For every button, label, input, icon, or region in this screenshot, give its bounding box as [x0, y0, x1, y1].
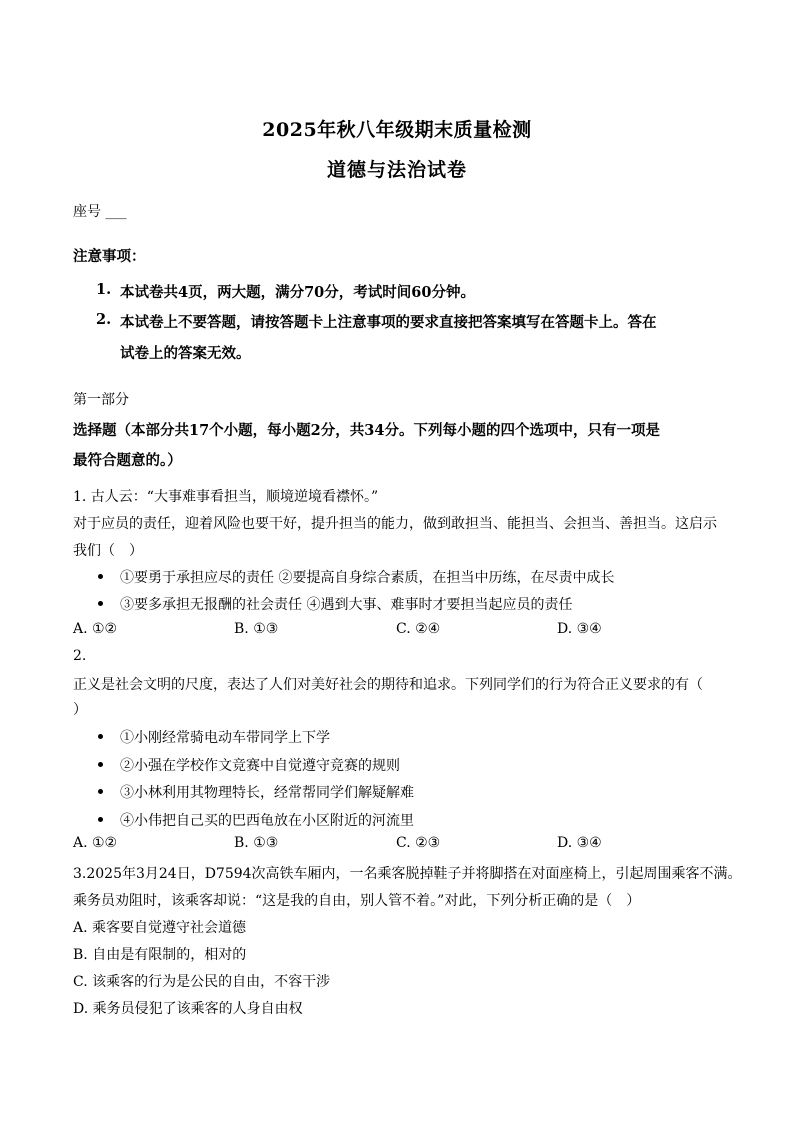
question-3-option-d: D. 乘务员侵犯了该乘客的人身自由权: [73, 1001, 303, 1017]
question-1-option-c: C. ②④: [396, 621, 441, 637]
question-3-option-c: C. 该乘客的行为是公民的自由，不容干涉: [73, 974, 331, 990]
question-3-stem-line2: 乘务员劝阻时，该乘客却说：“这是我的自由，别人管不着。”对此，下列分析正确的是（ ）: [73, 893, 641, 909]
notice-item-2-number: 2.: [96, 311, 112, 328]
question-1-option-d: D. ③④: [557, 621, 602, 637]
question-3-option-a: A. 乘客要自觉遵守社会道德: [73, 920, 247, 936]
section-instructions: 选择题（本部分共17个小题，每小题2分，共34分。下列每小题的四个选项中，只有一项是: [73, 422, 660, 439]
notice-item-1-text: 本试卷共4页，两大题，满分70分，考试时间60分钟。: [120, 284, 475, 301]
question-2-option-a: A. ①②: [73, 835, 118, 851]
question-2-option-d: D. ③④: [557, 835, 602, 851]
question-2-statement-4: ④小伟把自己买的巴西龟放在小区附近的河流里: [120, 813, 414, 829]
notice-item-1-number: 1.: [96, 281, 112, 298]
exam-subject: 道德与法治试卷: [326, 159, 467, 181]
question-1-stem: 1. 古人云：“大事难事看担当，顺境逆境看襟怀。”: [73, 489, 379, 505]
question-1-option-a: A. ①②: [73, 621, 118, 637]
question-2-stem: 正义是社会文明的尺度，表达了人们对美好社会的期待和追求。下列同学们的行为符合正义要求的有（: [73, 677, 703, 693]
bullet-icon: [98, 762, 103, 767]
exam-title: 2025年秋八年级期末质量检测: [262, 119, 532, 141]
question-1-option-b: B. ①③: [234, 621, 279, 637]
part-label: 第一部分: [73, 392, 129, 408]
section-instructions-cont: 最符合题意的。）: [73, 452, 182, 469]
bullet-icon: [98, 601, 103, 606]
question-2-number: 2.: [73, 648, 87, 664]
question-2-statement-2: ②小强在学校作文竞赛中自觉遵守竞赛的规则: [120, 758, 400, 774]
question-2-stem-line3: ）: [73, 702, 87, 718]
notice-item-2-text-cont: 试卷上的答案无效。: [120, 345, 251, 362]
bullet-icon: [98, 817, 103, 822]
question-3-option-b: B. 自由是有限制的，相对的: [73, 947, 247, 963]
question-1-statement-1: ①要勇于承担应尽的责任 ②要提高自身综合素质，在担当中历练，在尽责中成长: [120, 570, 615, 586]
question-2-option-b: B. ①③: [234, 835, 279, 851]
question-1-stem-line3: 我们（ ）: [73, 543, 143, 559]
question-1-stem-line2: 对于应员的责任，迎着风险也要干好，提升担当的能力，做到敢担当、能担当、会担当、善担当。这启示: [73, 516, 717, 532]
question-2-statement-3: ③小林利用其物理特长，经常帮同学们解疑解难: [120, 785, 414, 801]
question-1-statement-2: ③要多承担无报酬的社会责任 ④遇到大事、难事时才要担当起应员的责任: [120, 597, 573, 613]
bullet-icon: [98, 789, 103, 794]
seat-number-label: 座号 ___: [73, 204, 127, 220]
bullet-icon: [98, 574, 103, 579]
question-2-option-c: C. ②③: [396, 835, 441, 851]
notice-heading: 注意事项：: [73, 248, 146, 265]
question-2-statement-1: ①小刚经常骑电动车带同学上下学: [120, 730, 330, 746]
bullet-icon: [98, 734, 103, 739]
question-3-stem: 3.2025年3月24日，D7594次高铁车厢内，一名乘客脱掉鞋子并将脚搭在对面座椅上，引起周围乘客不满。: [73, 866, 742, 882]
notice-item-2-text: 本试卷上不要答题，请按答题卡上注意事项的要求直接把答案填写在答题卡上。答在: [120, 314, 657, 331]
